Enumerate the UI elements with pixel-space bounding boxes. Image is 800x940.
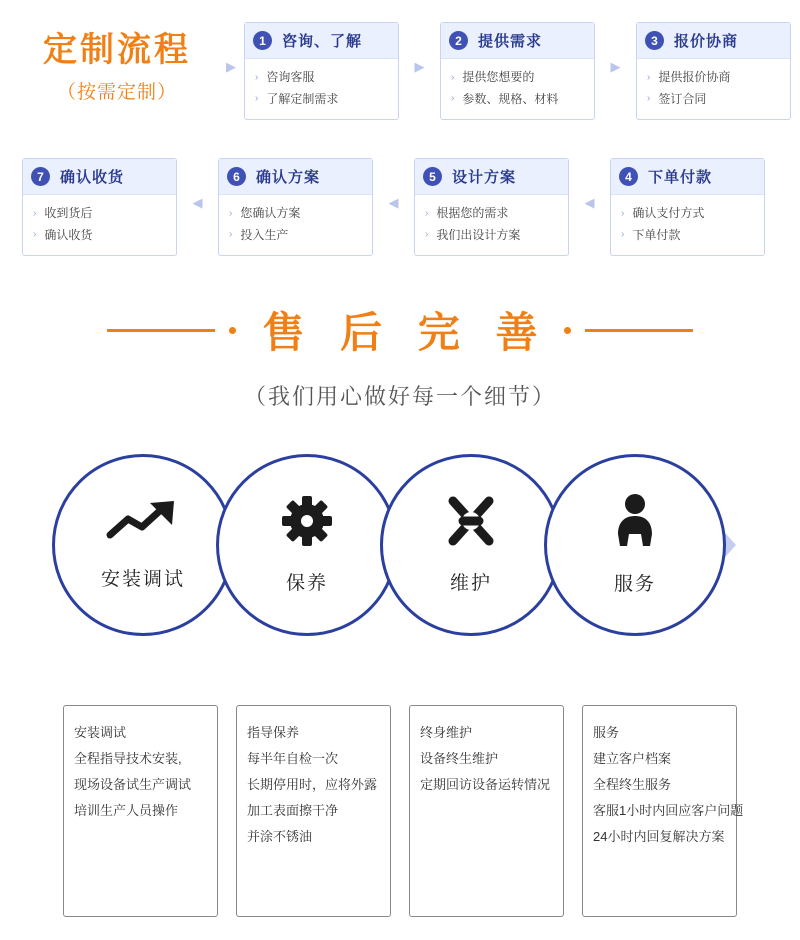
flow-arrow-6-to-7: ◀ [192, 195, 203, 210]
flow-step-1-title: 咨询、了解 [282, 33, 363, 50]
flow-arrow-1-to-2: ▶ [414, 59, 425, 74]
flow-step-1-item-1 [251, 89, 392, 111]
flow-step-3-item-0 [643, 67, 784, 89]
flow-arrow-2-to-3: ▶ [610, 59, 621, 74]
bullet-arrow-icon: › [621, 229, 625, 241]
flow-step-1-item-0 [251, 67, 392, 89]
page-title: 定制流程 [43, 31, 191, 69]
flow-step-5-item-0 [421, 203, 562, 225]
service-circle-repair [380, 454, 562, 636]
flow-step-6-item-1 [225, 225, 366, 247]
after-sales-title: 售 后 完 善 [262, 309, 550, 356]
service-circle-repair-label: 维护 [449, 573, 492, 594]
bullet-arrow-icon: › [425, 229, 429, 241]
service-circle-install [52, 454, 234, 636]
flow-step-6-item-1-text: 投入生产 [240, 227, 289, 242]
detail-box-install [63, 705, 218, 917]
detail-box-maintain-line-4: 并涂不锈油 [247, 829, 313, 844]
detail-box-maintain-line-0: 指导保养 [247, 725, 300, 740]
flow-row-top [218, 22, 791, 120]
flow-step-5-item-1-text: 我们出设计方案 [436, 227, 521, 242]
detail-box-service-line-3: 客服1小时内回应客户问题 [593, 803, 744, 818]
flow-step-5-badge: 5 [423, 167, 442, 186]
detail-box-install-line-2: 现场设备试生产调试 [74, 777, 192, 792]
detail-box-maintain-line-3: 加工表面擦干净 [247, 803, 339, 818]
detail-box-repair-line-0: 终身维护 [420, 725, 473, 740]
flow-step-4-badge: 4 [619, 167, 638, 186]
flow-step-3-title: 报价协商 [674, 33, 739, 50]
flow-step-7-header [23, 159, 176, 195]
flow-step-4 [610, 158, 765, 256]
bullet-arrow-icon: › [647, 93, 651, 105]
detail-box-repair [409, 705, 564, 917]
flow-step-4-item-1 [617, 225, 758, 247]
flow-step-3-header [637, 23, 790, 59]
decoration-line-right [585, 329, 693, 332]
detail-box-repair-line-1: 设备终生维护 [420, 751, 499, 766]
bullet-arrow-icon: › [451, 93, 455, 105]
flow-step-4-item-1-text: 下单付款 [632, 227, 681, 242]
flow-step-2 [440, 22, 595, 120]
bullet-arrow-icon: › [255, 71, 259, 83]
flow-step-7 [22, 158, 177, 256]
service-circles [0, 440, 800, 660]
flow-step-5-body [415, 195, 568, 255]
detail-box-service-line-1: 建立客户档案 [593, 751, 672, 766]
flow-arrow-4-to-5: ◀ [584, 195, 595, 210]
flow-step-7-badge: 7 [31, 167, 50, 186]
flow-step-2-badge: 2 [449, 31, 468, 50]
bullet-arrow-icon: › [451, 71, 455, 83]
service-circle-service [544, 454, 726, 636]
flow-step-2-item-1-text: 参数、规格、材料 [462, 91, 559, 106]
detail-box-repair-line-2: 定期回访设备运转情况 [420, 777, 551, 792]
bullet-arrow-icon: › [621, 207, 625, 219]
flow-step-5-item-0-text: 根据您的需求 [436, 206, 509, 220]
service-circle-maintain [216, 454, 398, 636]
person-icon [613, 494, 657, 553]
flow-step-6-item-0 [225, 203, 366, 225]
service-circle-maintain-label: 保养 [285, 573, 328, 594]
flow-step-3 [636, 22, 791, 120]
flow-step-2-item-0-text: 提供您想要的 [462, 70, 535, 84]
after-sales-subtitle: （我们用心做好每一个细节） [243, 384, 556, 409]
trend-up-icon [106, 499, 180, 548]
flow-step-6-body [219, 195, 372, 255]
flow-step-1-item-1-text: 了解定制需求 [266, 91, 339, 106]
bullet-arrow-icon: › [425, 207, 429, 219]
flow-arrow-title-to-1: ▶ [226, 59, 236, 74]
bullet-arrow-icon: › [229, 229, 233, 241]
detail-box-maintain [236, 705, 391, 917]
detail-box-service-line-0: 服务 [593, 725, 620, 740]
page-subtitle: （按需定制） [56, 81, 177, 103]
detail-box-install-line-0: 安装调试 [74, 725, 127, 740]
flow-step-1-body [245, 59, 398, 119]
flow-step-7-body [23, 195, 176, 255]
decoration-dot-right [564, 327, 571, 334]
decoration-dot-left [229, 327, 236, 334]
flow-step-4-header [611, 159, 764, 195]
detail-box-install-line-3: 培训生产人员操作 [74, 803, 179, 818]
bullet-arrow-icon: › [33, 207, 37, 219]
flow-step-6-item-0-text: 您确认方案 [240, 206, 301, 220]
flow-step-7-item-1 [29, 225, 170, 247]
flow-row-bottom [22, 158, 765, 256]
flow-step-5-header [415, 159, 568, 195]
flow-step-6 [218, 158, 373, 256]
flow-step-1-item-0-text: 咨询客服 [266, 70, 315, 84]
bullet-arrow-icon: › [255, 93, 259, 105]
flow-step-5-title: 设计方案 [452, 169, 517, 186]
wrench-cross-icon [445, 495, 497, 552]
bullet-arrow-icon: › [229, 207, 233, 219]
after-sales-title-row [0, 300, 800, 360]
flow-step-1 [244, 22, 399, 120]
flow-step-4-item-0 [617, 203, 758, 225]
flow-step-5-item-1 [421, 225, 562, 247]
flow-step-4-title: 下单付款 [648, 169, 713, 186]
flow-step-3-item-1 [643, 89, 784, 111]
flow-step-6-header [219, 159, 372, 195]
detail-box-service [582, 705, 744, 917]
service-circle-install-label: 安装调试 [100, 569, 185, 590]
flow-step-2-body [441, 59, 594, 119]
flow-step-3-badge: 3 [645, 31, 664, 50]
flow-step-4-body [611, 195, 764, 255]
bullet-arrow-icon: › [33, 229, 37, 241]
flow-step-2-header [441, 23, 594, 59]
detail-box-service-line-4: 24小时内回复解决方案 [593, 829, 725, 844]
flow-title-block [22, 30, 212, 104]
custom-flow-section [0, 0, 800, 280]
detail-box-maintain-line-2: 长期停用时，应将外露 [247, 777, 378, 792]
flow-step-7-item-1-text: 确认收货 [44, 227, 93, 242]
flow-arrow-5-to-6: ◀ [388, 195, 399, 210]
service-circle-service-label: 服务 [613, 574, 656, 595]
flow-step-2-item-1 [447, 89, 588, 111]
bullet-arrow-icon: › [647, 71, 651, 83]
flow-step-7-item-0 [29, 203, 170, 225]
detail-box-install-line-1: 全程指导技术安装, [74, 751, 182, 766]
flow-step-1-header [245, 23, 398, 59]
detail-box-maintain-line-1: 每半年自检一次 [247, 751, 339, 766]
detail-boxes [0, 705, 800, 917]
flow-step-7-item-0-text: 收到货后 [44, 206, 93, 220]
flow-step-4-item-0-text: 确认支付方式 [632, 206, 705, 220]
decoration-line-left [107, 329, 215, 332]
flow-step-2-item-0 [447, 67, 588, 89]
after-sales-header [0, 300, 800, 411]
flow-step-7-title: 确认收货 [60, 169, 125, 186]
flow-step-1-badge: 1 [253, 31, 272, 50]
flow-step-6-badge: 6 [227, 167, 246, 186]
flow-step-3-body [637, 59, 790, 119]
gear-icon [281, 495, 333, 552]
detail-box-service-line-2: 全程终生服务 [593, 777, 672, 792]
flow-step-6-title: 确认方案 [256, 169, 321, 186]
flow-step-5 [414, 158, 569, 256]
flow-step-3-item-0-text: 提供报价协商 [658, 70, 731, 84]
flow-step-3-item-1-text: 签订合同 [658, 91, 707, 106]
flow-step-2-title: 提供需求 [478, 33, 543, 50]
